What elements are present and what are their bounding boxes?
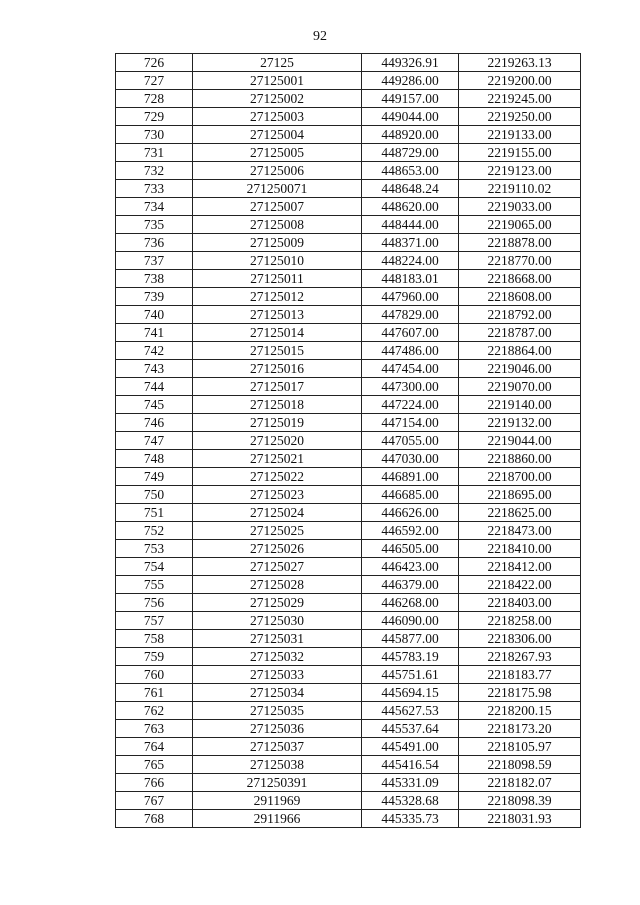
table-row bbox=[116, 558, 581, 576]
y-coordinate-cell: 2218608.00 bbox=[459, 288, 581, 306]
point-id-cell: 27125 bbox=[193, 54, 362, 72]
x-coordinate-cell: 445335.73 bbox=[362, 810, 459, 828]
x-coordinate-cell: 448920.00 bbox=[362, 126, 459, 144]
y-coordinate-cell: 2218422.00 bbox=[459, 576, 581, 594]
row-number-cell: 765 bbox=[116, 756, 193, 774]
table-row bbox=[116, 738, 581, 756]
x-coordinate-cell: 447030.00 bbox=[362, 450, 459, 468]
y-coordinate-cell: 2218183.77 bbox=[459, 666, 581, 684]
x-coordinate-cell: 446891.00 bbox=[362, 468, 459, 486]
row-number-cell: 764 bbox=[116, 738, 193, 756]
row-number-cell: 740 bbox=[116, 306, 193, 324]
x-coordinate-cell: 449286.00 bbox=[362, 72, 459, 90]
point-id-cell: 27125038 bbox=[193, 756, 362, 774]
y-coordinate-cell: 2218668.00 bbox=[459, 270, 581, 288]
y-coordinate-cell: 2218410.00 bbox=[459, 540, 581, 558]
x-coordinate-cell: 445328.68 bbox=[362, 792, 459, 810]
point-id-cell: 271250391 bbox=[193, 774, 362, 792]
x-coordinate-cell: 446379.00 bbox=[362, 576, 459, 594]
row-number-cell: 747 bbox=[116, 432, 193, 450]
y-coordinate-cell: 2218098.59 bbox=[459, 756, 581, 774]
y-coordinate-cell: 2218625.00 bbox=[459, 504, 581, 522]
row-number-cell: 744 bbox=[116, 378, 193, 396]
table-row bbox=[116, 576, 581, 594]
x-coordinate-cell: 445751.61 bbox=[362, 666, 459, 684]
y-coordinate-cell: 2218098.39 bbox=[459, 792, 581, 810]
row-number-cell: 743 bbox=[116, 360, 193, 378]
table-row bbox=[116, 594, 581, 612]
y-coordinate-cell: 2219070.00 bbox=[459, 378, 581, 396]
table-row bbox=[116, 162, 581, 180]
point-id-cell: 27125031 bbox=[193, 630, 362, 648]
row-number-cell: 759 bbox=[116, 648, 193, 666]
table-row bbox=[116, 252, 581, 270]
y-coordinate-cell: 2218864.00 bbox=[459, 342, 581, 360]
point-id-cell: 27125010 bbox=[193, 252, 362, 270]
row-number-cell: 767 bbox=[116, 792, 193, 810]
table-row bbox=[116, 342, 581, 360]
row-number-cell: 750 bbox=[116, 486, 193, 504]
y-coordinate-cell: 2218182.07 bbox=[459, 774, 581, 792]
row-number-cell: 757 bbox=[116, 612, 193, 630]
row-number-cell: 739 bbox=[116, 288, 193, 306]
point-id-cell: 27125016 bbox=[193, 360, 362, 378]
point-id-cell: 27125035 bbox=[193, 702, 362, 720]
y-coordinate-cell: 2218267.93 bbox=[459, 648, 581, 666]
point-id-cell: 27125019 bbox=[193, 414, 362, 432]
x-coordinate-cell: 445537.64 bbox=[362, 720, 459, 738]
point-id-cell: 27125022 bbox=[193, 468, 362, 486]
table-row bbox=[116, 522, 581, 540]
row-number-cell: 735 bbox=[116, 216, 193, 234]
x-coordinate-cell: 448620.00 bbox=[362, 198, 459, 216]
row-number-cell: 749 bbox=[116, 468, 193, 486]
y-coordinate-cell: 2218770.00 bbox=[459, 252, 581, 270]
x-coordinate-cell: 445627.53 bbox=[362, 702, 459, 720]
table-row bbox=[116, 108, 581, 126]
y-coordinate-cell: 2219132.00 bbox=[459, 414, 581, 432]
table-row bbox=[116, 270, 581, 288]
y-coordinate-cell: 2218878.00 bbox=[459, 234, 581, 252]
point-id-cell: 271250071 bbox=[193, 180, 362, 198]
y-coordinate-cell: 2218403.00 bbox=[459, 594, 581, 612]
table-row bbox=[116, 612, 581, 630]
y-coordinate-cell: 2218695.00 bbox=[459, 486, 581, 504]
point-id-cell: 2911966 bbox=[193, 810, 362, 828]
point-id-cell: 27125011 bbox=[193, 270, 362, 288]
y-coordinate-cell: 2218306.00 bbox=[459, 630, 581, 648]
x-coordinate-cell: 446268.00 bbox=[362, 594, 459, 612]
y-coordinate-cell: 2218175.98 bbox=[459, 684, 581, 702]
table-row bbox=[116, 756, 581, 774]
x-coordinate-cell: 445694.15 bbox=[362, 684, 459, 702]
x-coordinate-cell: 449326.91 bbox=[362, 54, 459, 72]
table-row bbox=[116, 90, 581, 108]
row-number-cell: 729 bbox=[116, 108, 193, 126]
y-coordinate-cell: 2218173.20 bbox=[459, 720, 581, 738]
point-id-cell: 27125014 bbox=[193, 324, 362, 342]
y-coordinate-cell: 2218473.00 bbox=[459, 522, 581, 540]
point-id-cell: 27125020 bbox=[193, 432, 362, 450]
row-number-cell: 728 bbox=[116, 90, 193, 108]
y-coordinate-cell: 2218787.00 bbox=[459, 324, 581, 342]
point-id-cell: 27125033 bbox=[193, 666, 362, 684]
row-number-cell: 730 bbox=[116, 126, 193, 144]
table-row bbox=[116, 126, 581, 144]
point-id-cell: 27125028 bbox=[193, 576, 362, 594]
point-id-cell: 27125025 bbox=[193, 522, 362, 540]
table-row bbox=[116, 648, 581, 666]
table-row bbox=[116, 540, 581, 558]
table-body bbox=[116, 54, 581, 828]
x-coordinate-cell: 445416.54 bbox=[362, 756, 459, 774]
point-id-cell: 27125003 bbox=[193, 108, 362, 126]
point-id-cell: 27125026 bbox=[193, 540, 362, 558]
point-id-cell: 27125009 bbox=[193, 234, 362, 252]
x-coordinate-cell: 448183.01 bbox=[362, 270, 459, 288]
y-coordinate-cell: 2218700.00 bbox=[459, 468, 581, 486]
x-coordinate-cell: 445491.00 bbox=[362, 738, 459, 756]
row-number-cell: 736 bbox=[116, 234, 193, 252]
table-row bbox=[116, 792, 581, 810]
row-number-cell: 762 bbox=[116, 702, 193, 720]
point-id-cell: 27125029 bbox=[193, 594, 362, 612]
x-coordinate-cell: 448224.00 bbox=[362, 252, 459, 270]
row-number-cell: 752 bbox=[116, 522, 193, 540]
table-row bbox=[116, 306, 581, 324]
x-coordinate-cell: 447829.00 bbox=[362, 306, 459, 324]
row-number-cell: 731 bbox=[116, 144, 193, 162]
x-coordinate-cell: 448444.00 bbox=[362, 216, 459, 234]
y-coordinate-cell: 2218105.97 bbox=[459, 738, 581, 756]
table-row bbox=[116, 54, 581, 72]
x-coordinate-cell: 447154.00 bbox=[362, 414, 459, 432]
row-number-cell: 754 bbox=[116, 558, 193, 576]
table-row bbox=[116, 324, 581, 342]
x-coordinate-cell: 447454.00 bbox=[362, 360, 459, 378]
y-coordinate-cell: 2219065.00 bbox=[459, 216, 581, 234]
table-row bbox=[116, 684, 581, 702]
row-number-cell: 741 bbox=[116, 324, 193, 342]
x-coordinate-cell: 446090.00 bbox=[362, 612, 459, 630]
table-row bbox=[116, 432, 581, 450]
table-row bbox=[116, 486, 581, 504]
table-row bbox=[116, 450, 581, 468]
table-row bbox=[116, 378, 581, 396]
y-coordinate-cell: 2218258.00 bbox=[459, 612, 581, 630]
point-id-cell: 27125013 bbox=[193, 306, 362, 324]
row-number-cell: 727 bbox=[116, 72, 193, 90]
point-id-cell: 27125006 bbox=[193, 162, 362, 180]
y-coordinate-cell: 2218200.15 bbox=[459, 702, 581, 720]
coordinates-table bbox=[115, 53, 581, 828]
point-id-cell: 27125017 bbox=[193, 378, 362, 396]
page-number: 92 bbox=[313, 29, 327, 44]
table-row bbox=[116, 666, 581, 684]
x-coordinate-cell: 446626.00 bbox=[362, 504, 459, 522]
table-row bbox=[116, 630, 581, 648]
table-row bbox=[116, 414, 581, 432]
point-id-cell: 27125002 bbox=[193, 90, 362, 108]
y-coordinate-cell: 2219155.00 bbox=[459, 144, 581, 162]
row-number-cell: 758 bbox=[116, 630, 193, 648]
point-id-cell: 27125015 bbox=[193, 342, 362, 360]
point-id-cell: 27125032 bbox=[193, 648, 362, 666]
y-coordinate-cell: 2219140.00 bbox=[459, 396, 581, 414]
x-coordinate-cell: 448371.00 bbox=[362, 234, 459, 252]
y-coordinate-cell: 2219033.00 bbox=[459, 198, 581, 216]
row-number-cell: 768 bbox=[116, 810, 193, 828]
row-number-cell: 763 bbox=[116, 720, 193, 738]
y-coordinate-cell: 2219044.00 bbox=[459, 432, 581, 450]
point-id-cell: 27125027 bbox=[193, 558, 362, 576]
point-id-cell: 27125023 bbox=[193, 486, 362, 504]
x-coordinate-cell: 445331.09 bbox=[362, 774, 459, 792]
row-number-cell: 734 bbox=[116, 198, 193, 216]
row-number-cell: 748 bbox=[116, 450, 193, 468]
row-number-cell: 732 bbox=[116, 162, 193, 180]
y-coordinate-cell: 2219245.00 bbox=[459, 90, 581, 108]
table-row bbox=[116, 468, 581, 486]
x-coordinate-cell: 449044.00 bbox=[362, 108, 459, 126]
point-id-cell: 27125021 bbox=[193, 450, 362, 468]
table-row bbox=[116, 198, 581, 216]
point-id-cell: 27125024 bbox=[193, 504, 362, 522]
point-id-cell: 27125005 bbox=[193, 144, 362, 162]
table-row bbox=[116, 72, 581, 90]
table-row bbox=[116, 360, 581, 378]
x-coordinate-cell: 447960.00 bbox=[362, 288, 459, 306]
row-number-cell: 745 bbox=[116, 396, 193, 414]
x-coordinate-cell: 448648.24 bbox=[362, 180, 459, 198]
point-id-cell: 27125001 bbox=[193, 72, 362, 90]
table-row bbox=[116, 720, 581, 738]
point-id-cell: 27125008 bbox=[193, 216, 362, 234]
x-coordinate-cell: 447224.00 bbox=[362, 396, 459, 414]
table-row bbox=[116, 180, 581, 198]
row-number-cell: 742 bbox=[116, 342, 193, 360]
row-number-cell: 738 bbox=[116, 270, 193, 288]
table-row bbox=[116, 774, 581, 792]
row-number-cell: 726 bbox=[116, 54, 193, 72]
table-row bbox=[116, 702, 581, 720]
y-coordinate-cell: 2219123.00 bbox=[459, 162, 581, 180]
row-number-cell: 733 bbox=[116, 180, 193, 198]
point-id-cell: 27125007 bbox=[193, 198, 362, 216]
x-coordinate-cell: 446423.00 bbox=[362, 558, 459, 576]
y-coordinate-cell: 2218031.93 bbox=[459, 810, 581, 828]
y-coordinate-cell: 2218412.00 bbox=[459, 558, 581, 576]
y-coordinate-cell: 2218792.00 bbox=[459, 306, 581, 324]
row-number-cell: 751 bbox=[116, 504, 193, 522]
point-id-cell: 27125034 bbox=[193, 684, 362, 702]
y-coordinate-cell: 2219133.00 bbox=[459, 126, 581, 144]
row-number-cell: 766 bbox=[116, 774, 193, 792]
x-coordinate-cell: 448729.00 bbox=[362, 144, 459, 162]
row-number-cell: 746 bbox=[116, 414, 193, 432]
point-id-cell: 2911969 bbox=[193, 792, 362, 810]
point-id-cell: 27125012 bbox=[193, 288, 362, 306]
x-coordinate-cell: 449157.00 bbox=[362, 90, 459, 108]
row-number-cell: 753 bbox=[116, 540, 193, 558]
table-row bbox=[116, 504, 581, 522]
point-id-cell: 27125036 bbox=[193, 720, 362, 738]
x-coordinate-cell: 447607.00 bbox=[362, 324, 459, 342]
x-coordinate-cell: 445877.00 bbox=[362, 630, 459, 648]
x-coordinate-cell: 445783.19 bbox=[362, 648, 459, 666]
point-id-cell: 27125018 bbox=[193, 396, 362, 414]
point-id-cell: 27125030 bbox=[193, 612, 362, 630]
y-coordinate-cell: 2218860.00 bbox=[459, 450, 581, 468]
y-coordinate-cell: 2219046.00 bbox=[459, 360, 581, 378]
x-coordinate-cell: 448653.00 bbox=[362, 162, 459, 180]
row-number-cell: 760 bbox=[116, 666, 193, 684]
row-number-cell: 761 bbox=[116, 684, 193, 702]
table-row bbox=[116, 810, 581, 828]
x-coordinate-cell: 446592.00 bbox=[362, 522, 459, 540]
table-row bbox=[116, 396, 581, 414]
y-coordinate-cell: 2219110.02 bbox=[459, 180, 581, 198]
x-coordinate-cell: 446505.00 bbox=[362, 540, 459, 558]
table-row bbox=[116, 234, 581, 252]
point-id-cell: 27125004 bbox=[193, 126, 362, 144]
row-number-cell: 755 bbox=[116, 576, 193, 594]
y-coordinate-cell: 2219263.13 bbox=[459, 54, 581, 72]
row-number-cell: 737 bbox=[116, 252, 193, 270]
x-coordinate-cell: 446685.00 bbox=[362, 486, 459, 504]
y-coordinate-cell: 2219200.00 bbox=[459, 72, 581, 90]
x-coordinate-cell: 447055.00 bbox=[362, 432, 459, 450]
x-coordinate-cell: 447486.00 bbox=[362, 342, 459, 360]
table-row bbox=[116, 144, 581, 162]
point-id-cell: 27125037 bbox=[193, 738, 362, 756]
row-number-cell: 756 bbox=[116, 594, 193, 612]
y-coordinate-cell: 2219250.00 bbox=[459, 108, 581, 126]
table-row bbox=[116, 216, 581, 234]
x-coordinate-cell: 447300.00 bbox=[362, 378, 459, 396]
table-row bbox=[116, 288, 581, 306]
